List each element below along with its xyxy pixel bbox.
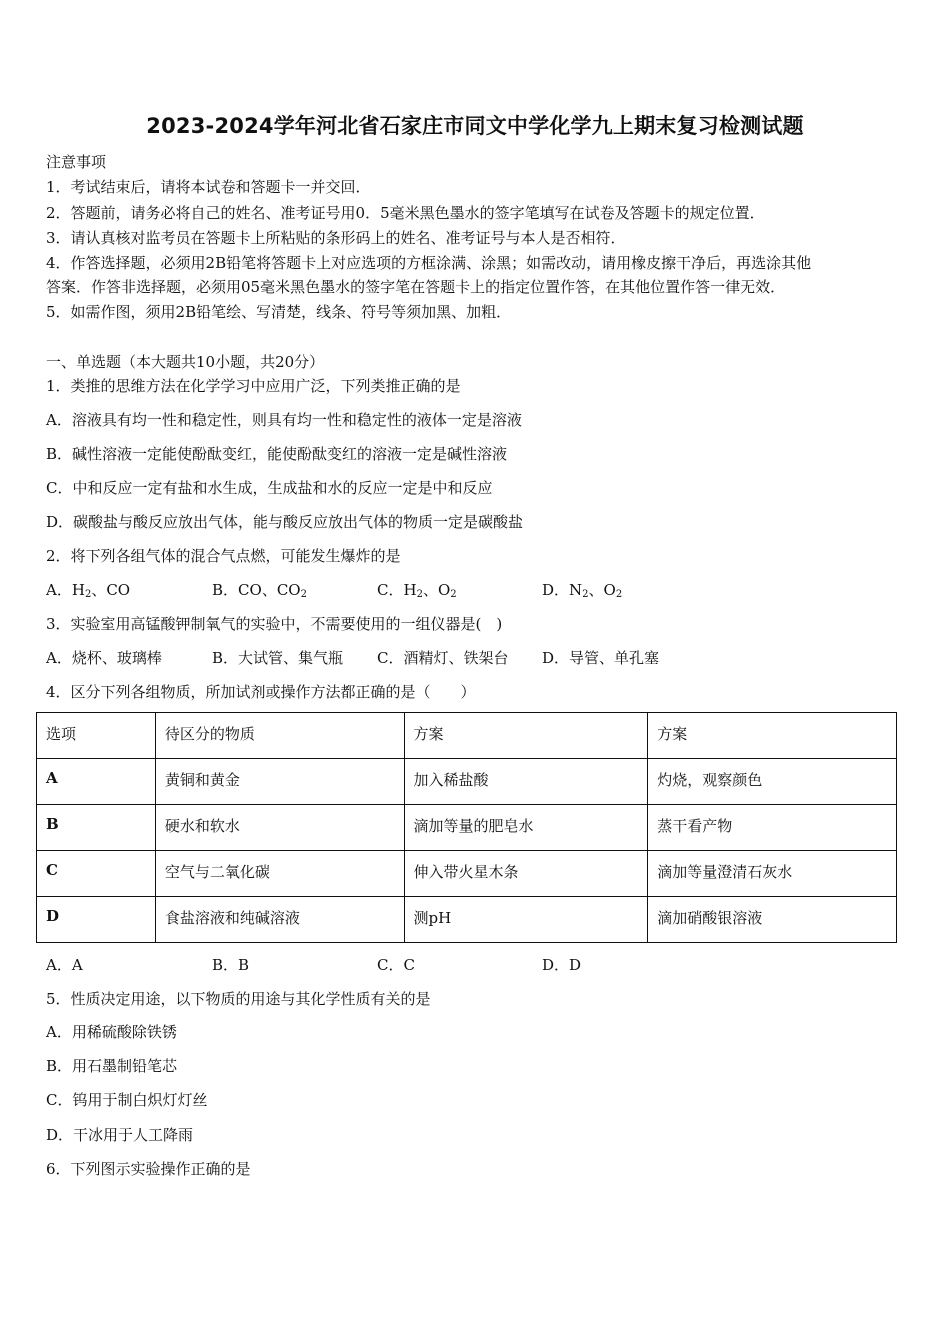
q1-stem: 1．类推的思维方法在化学学习中应用广泛，下列类推正确的是 xyxy=(46,377,461,395)
notice-item: 1．考试结束后，请将本试卷和答题卡一并交回． xyxy=(46,178,371,196)
table-header-cell: 待区分的物质 xyxy=(155,713,404,759)
table-cell: 滴加等量的肥皂水 xyxy=(404,805,648,851)
q4-stem: 4．区分下列各组物质，所加试剂或操作方法都正确的是（ ） xyxy=(46,683,476,701)
table-row xyxy=(37,805,897,851)
table-row xyxy=(37,851,897,897)
q4-option-c: C．C xyxy=(377,956,415,974)
table-cell: 滴加硝酸银溶液 xyxy=(648,897,897,943)
table-row xyxy=(37,897,897,943)
q5-option-b: B．用石墨制铅笔芯 xyxy=(46,1057,178,1075)
table-cell: A xyxy=(37,759,156,805)
q5-stem: 5．性质决定用途，以下物质的用途与其化学性质有关的是 xyxy=(46,990,431,1008)
table-header-cell: 方案 xyxy=(404,713,648,759)
q1-option-a: A．溶液具有均一性和稳定性，则具有均一性和稳定性的液体一定是溶液 xyxy=(46,411,522,429)
q3-stem: 3．实验室用高锰酸钾制氧气的实验中，不需要使用的一组仪器是( ) xyxy=(46,615,503,633)
table-cell: 测pH xyxy=(404,897,648,943)
q6-stem: 6．下列图示实验操作正确的是 xyxy=(46,1160,251,1178)
q2-option-c: C．$H_2$、$O_2$ xyxy=(377,581,457,600)
table-cell: 黄铜和黄金 xyxy=(155,759,404,805)
q5-option-a: A．用稀硫酸除铁锈 xyxy=(46,1023,177,1041)
q1-option-b: B．碱性溶液一定能使酚酞变红，能使酚酞变红的溶液一定是碱性溶液 xyxy=(46,445,508,463)
table-header-cell: 选项 xyxy=(37,713,156,759)
table-cell: C xyxy=(37,851,156,897)
q4-option-d: D．D xyxy=(542,956,582,974)
q4-option-b: B．B xyxy=(212,956,250,974)
q5-option-d: D．干冰用于人工降雨 xyxy=(46,1126,194,1144)
table-cell: B xyxy=(37,805,156,851)
section-heading: 一、单选题（本大题共10小题，共20分） xyxy=(46,353,325,371)
table-header-row xyxy=(37,713,897,759)
table-row xyxy=(37,759,897,805)
table-cell: 灼烧，观察颜色 xyxy=(648,759,897,805)
table-cell: D xyxy=(37,897,156,943)
table-cell: 加入稀盐酸 xyxy=(404,759,648,805)
table-cell: 硬水和软水 xyxy=(155,805,404,851)
notice-item: 答案．作答非选择题，必须用05毫米黑色墨水的签字笔在答题卡上的指定位置作答，在其他位置作答一律无效． xyxy=(46,278,786,296)
q3-option-a: A．烧杯、玻璃棒 xyxy=(46,649,162,667)
q4-option-a: A．A xyxy=(46,956,83,974)
notice-item: 4．作答选择题，必须用2B铅笔将答题卡上对应选项的方框涂满、涂黑；如需改动，请用橡皮擦干净后，再选涂其他 xyxy=(46,254,812,272)
q4-table xyxy=(36,712,897,943)
q5-option-c: C．钨用于制白炽灯灯丝 xyxy=(46,1091,208,1109)
q3-option-d: D．导管、单孔塞 xyxy=(542,649,660,667)
q3-option-c: C．酒精灯、铁架台 xyxy=(377,649,509,667)
notice-item: 5．如需作图，须用2B铅笔绘、写清楚，线条、符号等须加黑、加粗． xyxy=(46,303,512,321)
table-header-cell: 方案 xyxy=(648,713,897,759)
table-cell: 空气与二氧化碳 xyxy=(155,851,404,897)
notice-item: 2．答题前，请务必将自己的姓名、准考证号用0．5毫米黑色墨水的签字笔填写在试卷及答题卡的规定位置． xyxy=(46,204,765,222)
q2-option-b: B．CO、$CO_2$ xyxy=(212,581,307,600)
q2-stem: 2．将下列各组气体的混合气点燃，可能发生爆炸的是 xyxy=(46,547,401,565)
notice-heading: 注意事项 xyxy=(46,153,107,171)
q2-option-d: D．$N_2$、$O_2$ xyxy=(542,581,623,600)
table-cell: 滴加等量澄清石灰水 xyxy=(648,851,897,897)
page-title: 2023-2024学年河北省石家庄市同文中学化学九上期末复习检测试题 xyxy=(146,114,804,138)
table-cell: 蒸干看产物 xyxy=(648,805,897,851)
table-cell: 伸入带火星木条 xyxy=(404,851,648,897)
table-cell: 食盐溶液和纯碱溶液 xyxy=(155,897,404,943)
notice-item: 3．请认真核对监考员在答题卡上所粘贴的条形码上的姓名、准考证号与本人是否相符． xyxy=(46,229,626,247)
q2-option-a: A．$H_2$、CO xyxy=(46,581,131,600)
q1-option-c: C．中和反应一定有盐和水生成，生成盐和水的反应一定是中和反应 xyxy=(46,479,493,497)
q3-option-b: B．大试管、集气瓶 xyxy=(212,649,344,667)
q1-option-d: D．碳酸盐与酸反应放出气体，能与酸反应放出气体的物质一定是碳酸盐 xyxy=(46,513,524,531)
